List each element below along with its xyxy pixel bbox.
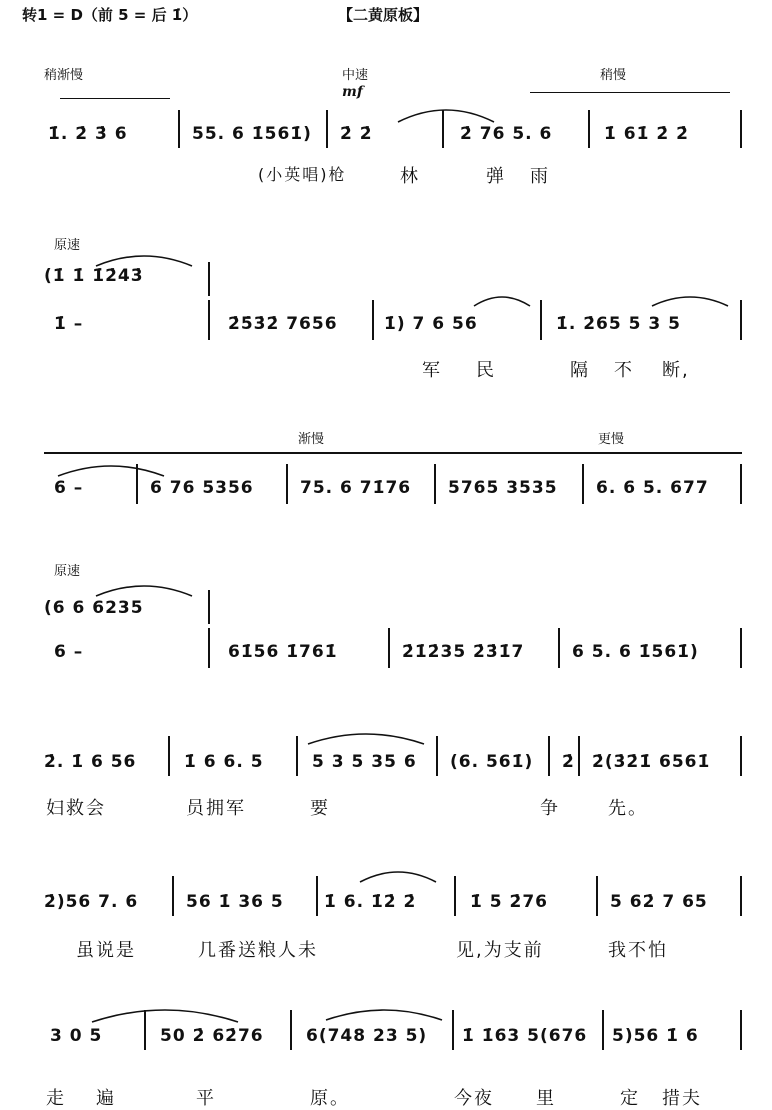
- ritardando-line: [60, 98, 170, 99]
- notes-measure: (6. 561̇): [450, 752, 534, 772]
- notes-measure: 1̇ 6 6. 5: [184, 752, 264, 772]
- barline: [434, 464, 436, 504]
- barline: [578, 736, 580, 776]
- tempo-mark: 原速: [54, 238, 81, 253]
- notes-measure: 5)56 1̇ 6: [612, 1026, 699, 1046]
- lyric-text: 雨: [530, 166, 550, 187]
- notes-measure: 5 62̇ 7 65: [610, 892, 708, 912]
- barline: [740, 1010, 742, 1050]
- slur-mark: [56, 460, 166, 478]
- notes-measure: 2̇(3̇2̇1̇ 6561̇: [592, 752, 711, 772]
- barline: [208, 628, 210, 668]
- barline: [286, 464, 288, 504]
- lyric-text: 原。: [310, 1088, 350, 1109]
- barline: [596, 876, 598, 916]
- notes-measure: 1̇ 6. 1̇2̇ 2̇: [324, 892, 417, 912]
- barline: [172, 876, 174, 916]
- slur-mark: [90, 1004, 240, 1024]
- lyric-text: 定: [620, 1088, 640, 1109]
- key-change-label: 转1 = D（前 5 = 后 1̇）: [22, 6, 198, 24]
- lyric-text: 先。: [608, 798, 648, 819]
- barline: [208, 590, 210, 624]
- tempo-mark: 更慢: [598, 432, 625, 447]
- barline: [208, 262, 210, 296]
- lyric-text: (小英唱)枪: [258, 165, 347, 184]
- notes-measure: 6 –: [54, 642, 84, 662]
- lyric-text: 遍: [96, 1088, 116, 1109]
- barline: [740, 300, 742, 340]
- notes-measure: 1̇ –: [54, 314, 84, 334]
- lyric-text: 见,为支前: [456, 940, 544, 961]
- lyric-text: 要: [310, 798, 330, 819]
- lyric-text: 不: [614, 360, 634, 381]
- lyric-text: 几番送粮人未: [198, 940, 318, 961]
- lyric-text: 军: [422, 360, 442, 381]
- dynamic-mark: mf: [342, 84, 363, 100]
- slur-mark: [650, 292, 730, 308]
- ritardando-line: [530, 92, 730, 93]
- lyric-text: 走: [46, 1088, 66, 1109]
- lyric-text: 员拥军: [186, 798, 246, 819]
- lyric-text: 争: [540, 798, 560, 819]
- barline: [290, 1010, 292, 1050]
- lyric-text: 弹: [486, 166, 506, 187]
- notes-measure: 2̇ 76 5. 6: [460, 124, 553, 144]
- lyric-text: 平: [196, 1088, 216, 1109]
- notes-measure: 75. 6 71̇76: [300, 478, 412, 498]
- barline: [454, 876, 456, 916]
- notes-measure: 6 76 5356: [150, 478, 254, 498]
- tempo-mark: 原速: [54, 564, 81, 579]
- notes-measure: 1̇ 1̇63 5(676: [462, 1026, 588, 1046]
- lyric-text: 民: [476, 360, 496, 381]
- barline: [178, 110, 180, 148]
- notes-measure: 2̇. 1̇ 6 56: [44, 752, 137, 772]
- notes-measure: 50 2̇ 62̇76: [160, 1026, 264, 1046]
- slur-mark: [94, 250, 194, 268]
- notes-measure: 2̇ 2̇: [340, 124, 373, 144]
- barline: [388, 628, 390, 668]
- slur-mark: [396, 104, 496, 124]
- notes-measure: 2̇: [562, 752, 575, 772]
- lyric-text: 林: [400, 166, 420, 187]
- barline: [168, 736, 170, 776]
- barline: [602, 1010, 604, 1050]
- notes-measure: 61̇56 1̇761̇: [228, 642, 338, 662]
- barline: [740, 876, 742, 916]
- lyric-text: 妇救会: [46, 798, 106, 819]
- notes-measure: 2̇)56 7. 6: [44, 892, 139, 912]
- barline: [740, 464, 742, 504]
- notes-measure: 1̇. 2̇ 3̇ 6: [48, 124, 128, 144]
- barline: [740, 628, 742, 668]
- barline: [740, 736, 742, 776]
- barline: [296, 736, 298, 776]
- notes-measure: 5 3 5 35 6: [312, 752, 417, 772]
- lyric-text: 里: [536, 1088, 556, 1109]
- notes-measure: 6 5. 6 1̇561̇): [572, 642, 699, 662]
- barline: [436, 736, 438, 776]
- notes-measure: 2̇5̇3̇2̇ 7656: [228, 314, 338, 334]
- notes-measure: 1̇ 5 2̇76: [470, 892, 548, 912]
- barline: [452, 1010, 454, 1050]
- notes-measure: 55. 6 1̇561̇): [192, 124, 312, 144]
- slur-mark: [306, 728, 426, 746]
- barline: [582, 464, 584, 504]
- slur-mark: [358, 866, 438, 884]
- notes-measure: 6(748 23 5): [306, 1026, 428, 1046]
- tempo-mark: 中速: [342, 68, 369, 83]
- notes-measure: 3 0 5: [50, 1026, 103, 1046]
- notes-measure: 6 –: [54, 478, 84, 498]
- notes-measure: 6. 6 5. 677: [596, 478, 709, 498]
- barline: [326, 110, 328, 148]
- notes-upper-voice: (1̇ 1̇ 1̇2̇43̇: [44, 266, 144, 286]
- notes-measure: 2̇1̇2̇35 2̇3̇1̇7: [402, 642, 525, 662]
- tempo-mark: 渐慢: [298, 432, 325, 447]
- lyric-text: 隔: [570, 360, 590, 381]
- slur-mark: [324, 1004, 444, 1022]
- barline: [540, 300, 542, 340]
- barline: [208, 300, 210, 340]
- lyric-text: 我不怕: [608, 940, 668, 961]
- lyric-text: 今夜: [454, 1088, 494, 1109]
- slur-mark: [472, 292, 532, 308]
- barline: [316, 876, 318, 916]
- tempo-mark: 稍渐慢: [44, 68, 84, 83]
- notes-upper-voice: (6 6 6235: [44, 598, 144, 618]
- system-line: [44, 452, 742, 454]
- notes-measure: 56 1̇ 36 5: [186, 892, 284, 912]
- section-title: 【二黄原板】: [338, 6, 429, 24]
- barline: [548, 736, 550, 776]
- notes-measure: 1̇) 7 6 56: [384, 314, 478, 334]
- tempo-mark: 稍慢: [600, 68, 627, 83]
- notes-measure: 5765 3535: [448, 478, 558, 498]
- lyric-text: 措夫: [662, 1088, 702, 1109]
- notes-measure: 1̇ 61̇ 2̇ 2̇: [604, 124, 689, 144]
- barline: [588, 110, 590, 148]
- barline: [740, 110, 742, 148]
- slur-mark: [94, 580, 194, 598]
- lyric-text: 虽说是: [76, 940, 136, 961]
- barline: [558, 628, 560, 668]
- barline: [372, 300, 374, 340]
- notes-measure: 1̇. 2̇65 5 3 5: [556, 314, 681, 334]
- lyric-text: 断,: [662, 360, 690, 381]
